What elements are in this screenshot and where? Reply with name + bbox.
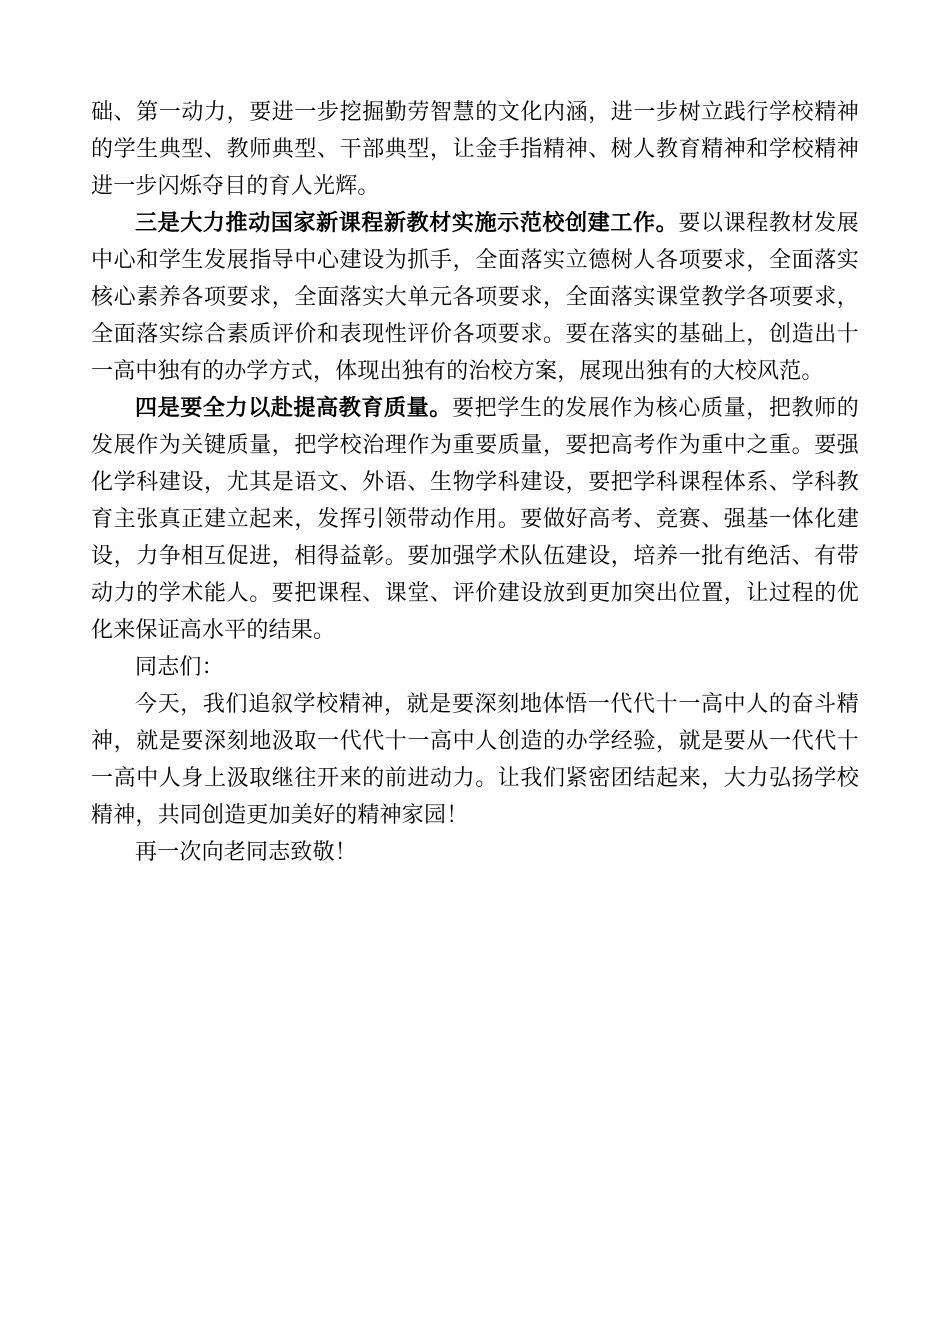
paragraph-text: 同志们：	[135, 655, 224, 680]
paragraph-heading: 四是要全力以赴提高教育质量。	[135, 396, 452, 421]
paragraph-tribute	[91, 834, 859, 871]
paragraph-text: 础、第一动力，要进一步挖掘勤劳智慧的文化内涵，进一步树立践行学校精神的学生典型、教师典型、干部典型，让金手指精神、树人教育精神和学校精神进一步闪烁夺目的育人光辉。	[91, 100, 859, 199]
paragraph-text: 再一次向老同志致敬！	[135, 840, 358, 865]
paragraph-salutation	[91, 649, 859, 686]
paragraph-text: 要把学生的发展作为核心质量，把教师的发展作为关键质量，把学校治理作为重要质量，要把高考作为重中之重。要强化学科建设，尤其是语文、外语、生物学科建设，要把学科课程体系、学科教育主张真正建立起来，发挥引领带动作用。要做好高考、竞赛、强基一体化建设，力争相互促进，相得益彰。要加强学术队伍建设，培养一批有绝活、有带动力的学术能人。要把课程、课堂、评价建设放到更加突出位置，让过程的优化来保证高水平的结果。	[91, 396, 859, 643]
paragraph-closing	[91, 686, 859, 834]
paragraph-point-four	[91, 390, 859, 649]
paragraph-text: 要以课程教材发展中心和学生发展指导中心建设为抓手，全面落实立德树人各项要求，全面落实核心素养各项要求，全面落实大单元各项要求，全面落实课堂教学各项要求，全面落实综合素质评价和表现性评价各项要求。要在落实的基础上，创造出十一高中独有的办学方式，体现出独有的治校方案，展现出独有的大校风范。	[91, 211, 859, 384]
paragraph-continuation	[91, 94, 859, 205]
paragraph-heading: 三是大力推动国家新课程新教材实施示范校创建工作。	[135, 211, 679, 236]
paragraph-point-three	[91, 205, 859, 390]
document-body	[91, 94, 859, 871]
paragraph-text: 今天，我们追叙学校精神，就是要深刻地体悟一代代十一高中人的奋斗精神，就是要深刻地汲取一代代十一高中人创造的办学经验，就是要从一代代十一高中人身上汲取继往开来的前进动力。让我们紧密团结起来，大力弘扬学校精神，共同创造更加美好的精神家园！	[91, 692, 859, 828]
